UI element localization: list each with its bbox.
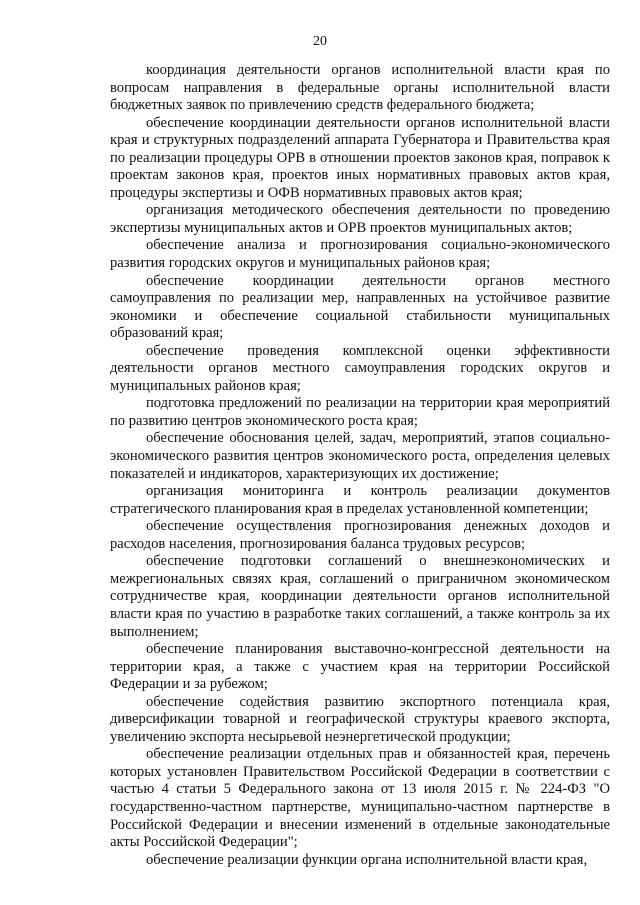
paragraph: организация мониторинга и контроль реализации документов стратегического планирования края в пределах установленной компетенции; [110,483,610,517]
paragraph: обеспечение реализации функции органа исполнительной власти края, [146,851,588,868]
paragraph: координация деятельности органов исполнительной власти края по вопросам направления в федеральные органы исполнительной власти бюджетных заявок по привлечению средств федерального бюджета; [110,62,610,114]
paragraph: обеспечение проведения комплексной оценки эффективности деятельности органов местного самоуправления городских округов и муниципальных районов края; [110,342,610,394]
paragraph: обеспечение осуществления прогнозирования денежных доходов и расходов населения, прогнозирования баланса трудовых ресурсов; [110,518,610,552]
paragraph: обеспечение анализа и прогнозирования социально-экономического развития городских округов и муниципальных районов края; [110,237,610,272]
paragraph: обеспечение координации деятельности органов местного самоуправления по реализации мер, направленных на устойчивое развитие экономики и обеспечение социальной стабильности муниципальных образований края; [110,272,610,342]
paragraph: обеспечение реализации отдельных прав и обязанностей края, перечень которых установлен Правительством Российской Федерации в соответствии с частью 4 статьи 5 Федерального закона от 13 июля 2015 г. № 224-ФЗ "О государственно-частном партнерстве, муниципально-частном партнерстве в Российской Федерации и внесении изменений в отдельные законодательные акты Российской Федерации"; [110,746,610,851]
document-body [110,62,610,869]
paragraph: организация методического обеспечения деятельности по проведению экспертизы муниципальных актов и ОРВ проектов муниципальных актов; [110,202,610,236]
paragraph: обеспечение планирования выставочно-конгрессной деятельности на территории края, а также с участием края на территории Российской Федерации и за рубежом; [110,641,610,693]
paragraph: обеспечение обоснования целей, задач, мероприятий, этапов социально-экономического развития центров экономического роста, определения целевых показателей и индикаторов, характеризующих их достижение; [110,430,610,482]
paragraph: обеспечение координации деятельности органов исполнительной власти края и структурных подразделений аппарата Губернатора и Правительства края по реализации процедуры ОРВ в отношении проектов законов края, поправок к проектам законов края, проектов иных нормативных правовых актов края, процедуры экспертизы и ОФВ нормативных правовых актов края; [110,114,610,201]
paragraph: обеспечение подготовки соглашений о внешнеэкономических и межрегиональных связях края, соглашений о приграничном экономическом сотрудничестве края, координации деятельности органов исполнительной власти края по участию в разработке таких соглашений, а также контроль за их выполнением; [110,553,610,640]
page-number: 20 [313,34,327,49]
paragraph: обеспечение содействия развитию экспортного потенциала края, диверсификации товарной и географической структуры краевого экспорта, увеличению экспорта несырьевой неэнергетической продукции; [110,693,610,745]
paragraph: подготовка предложений по реализации на территории края мероприятий по развитию центров экономического роста края; [110,395,610,429]
